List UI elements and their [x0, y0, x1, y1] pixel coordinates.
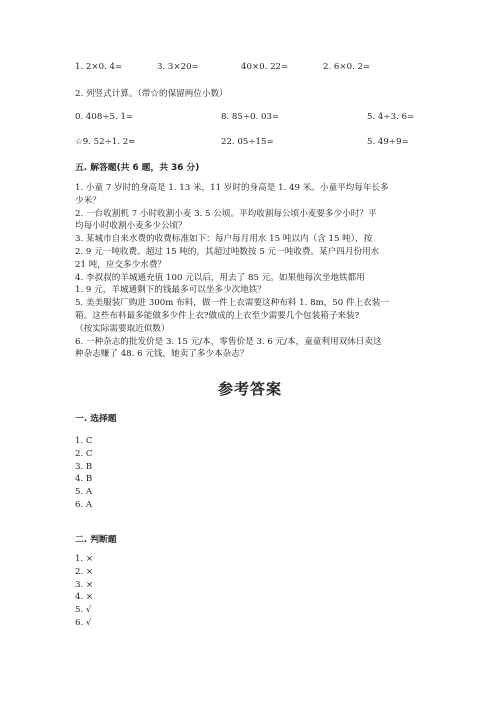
- answer-key-title: 参考答案: [217, 380, 282, 398]
- exercise-item: ☆9. 52÷1. 2≈: [75, 137, 136, 147]
- problem-line: 5. 美美服装厂购进 300m 布料，做一件上衣需要这种布料 1. 8m，50 件上衣装一: [75, 298, 389, 309]
- problem-line: 21 吨，应交多少水费？: [75, 259, 167, 270]
- problem-line: 箱。这些布料最多能做多少件上衣?做成的上衣至少需要几个包装箱子来装?: [75, 310, 360, 321]
- problem-line: 2. 9 元一吨收费。超过 15 吨的，其超过吨数按 5 元一吨收费。某户四月份用水: [75, 246, 380, 257]
- section-heading: 五. 解答题(共 6 题，共 36 分): [75, 163, 200, 173]
- answer-item: 5. A: [75, 487, 93, 498]
- word-problems: [75, 182, 425, 361]
- exercise-row-3: [75, 137, 447, 147]
- problem-line: 少米？: [75, 195, 101, 206]
- calculation-instruction: 2. 列竖式计算。（带☆的保留两位小数）: [75, 89, 228, 99]
- answer-item: 4. ×: [75, 592, 94, 603]
- answer-item: 5. √: [75, 605, 92, 616]
- problem-line: 均每小时收割小麦多少公顷？: [75, 221, 187, 232]
- exercise-item: 40×0. 22=: [241, 62, 289, 72]
- problem-line: 种杂志赚了 48. 6 元钱，她卖了多少本杂志？: [75, 349, 249, 360]
- exercise-row-1: [75, 62, 403, 72]
- exercise-item: 2. 6×0. 2=: [323, 62, 371, 72]
- answer-item: 3. B: [75, 461, 93, 472]
- answer-item: 1. C: [75, 436, 93, 446]
- answer-item: 1. ×: [75, 554, 94, 564]
- problem-line: 2. 一台收割机 7 小时收割小麦 3. 5 公顷。平均收割每公顷小麦要多少小时？平: [75, 208, 377, 219]
- exercise-item: 1. 2×0. 4=: [75, 62, 123, 72]
- exercise-item: 8. 85÷0. 03=: [221, 112, 280, 122]
- answer-item: 6. √: [75, 617, 92, 628]
- problem-line: 3. 某城市自来水费的收费标准如下：每户每月用水 15 吨以内（含 15 吨），按: [75, 234, 373, 245]
- exercise-item: 3. 3×20=: [157, 62, 199, 72]
- answer-item: 4. B: [75, 474, 93, 485]
- answer-item: 2. C: [75, 448, 93, 459]
- problem-line: 1. 小童 7 岁时的身高是 1. 13 米，11 岁时的身高是 1. 49 米。小童平均每年长多: [75, 183, 389, 193]
- answer-part1-list: [75, 435, 93, 512]
- answer-part1-heading: 一. 选择题: [75, 414, 117, 424]
- exercise-item: 5. 4÷3. 6=: [367, 112, 415, 122]
- problem-line: 1. 9 元，羊城通剩下的钱最多可以坐多少次地铁？: [75, 285, 267, 296]
- answer-item: 3. ×: [75, 579, 94, 590]
- problem-line: 6. 一种杂志的批发价是 3. 15 元/本，零售价是 3. 6 元/本，童童利用双休日卖这: [75, 336, 382, 347]
- problem-line: （按实际需要取近似数）: [75, 323, 170, 334]
- answer-part2-heading: 二. 判断题: [75, 535, 117, 545]
- exercise-item: 5. 49÷9=: [367, 137, 409, 147]
- exercise-row-2: [75, 112, 447, 122]
- exercise-item: 22. 05÷15=: [221, 137, 274, 147]
- exercise-item: 0. 408÷5. 1=: [75, 112, 134, 122]
- answer-part2-list: [75, 553, 93, 630]
- answer-item: 6. A: [75, 499, 93, 510]
- problem-line: 4. 李叔叔的羊城通充值 100 元以后，用去了 85 元。如果他每次坐地铁都用: [75, 272, 365, 283]
- answer-item: 2. ×: [75, 566, 94, 577]
